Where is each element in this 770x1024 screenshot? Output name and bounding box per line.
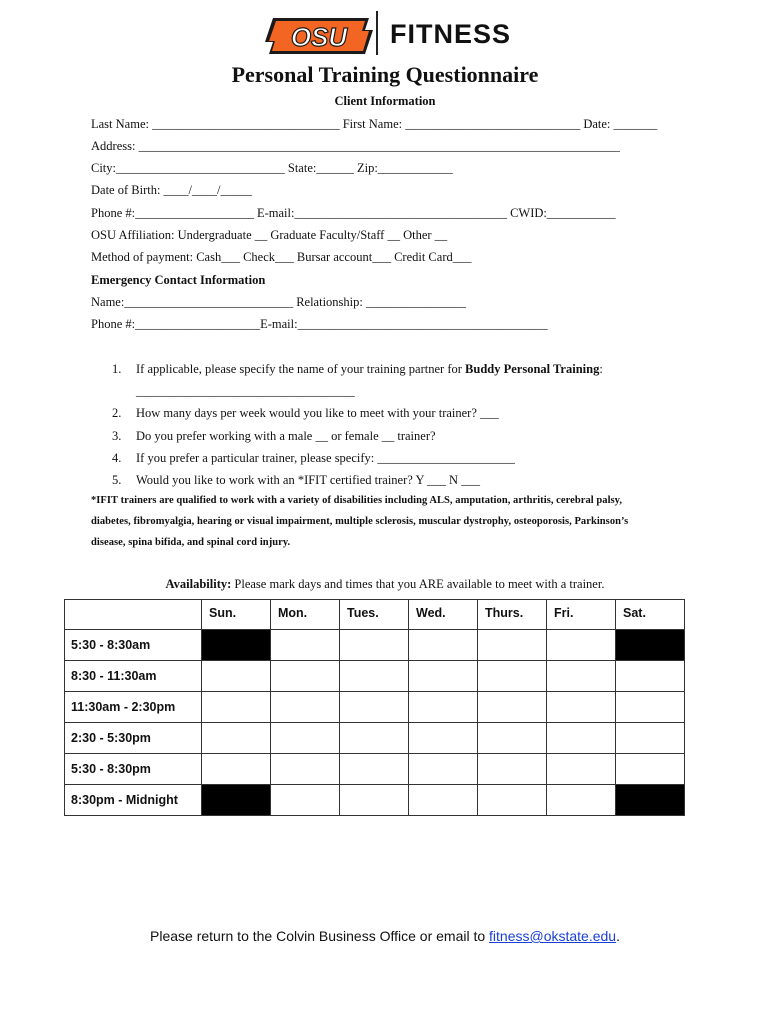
question-text-1: If applicable, please specify the name of your training partner for Buddy Personal Training:: [136, 362, 603, 376]
table-row: [65, 661, 685, 692]
availability-cell[interactable]: [409, 661, 478, 692]
availability-cell[interactable]: [271, 692, 340, 723]
availability-cell[interactable]: [340, 754, 409, 785]
day-header: Wed.: [409, 600, 478, 630]
table-row: [65, 692, 685, 723]
availability-cell[interactable]: [340, 723, 409, 754]
question-text-3[interactable]: Do you prefer working with a male __ or female __ trainer?: [136, 429, 436, 443]
table-corner-cell: [65, 600, 202, 630]
availability-cell[interactable]: [202, 661, 271, 692]
day-header: Thurs.: [478, 600, 547, 630]
availability-cell[interactable]: [616, 754, 685, 785]
buddy-name-blank[interactable]: ___________________________________: [136, 384, 355, 398]
question-text-4[interactable]: If you prefer a particular trainer, please specify: ______________________: [136, 451, 515, 465]
form-line-city[interactable]: City:___________________________ State:______ Zip:____________: [91, 161, 453, 175]
brand-word: FITNESS: [390, 19, 512, 49]
day-header: Tues.: [340, 600, 409, 630]
ifit-note-line: diabetes, fibromyalgia, hearing or visual impairment, multiple sclerosis, muscular dystrophy, osteoporosis, Parkinson’s: [91, 516, 629, 527]
time-slot-label: 5:30 - 8:30am: [65, 630, 202, 661]
availability-cell[interactable]: [616, 723, 685, 754]
form-line-phone[interactable]: Phone #:___________________ E-mail:__________________________________ CWID:___________: [91, 206, 616, 220]
ifit-note-line: disease, spina bifida, and spinal cord injury.: [91, 537, 291, 548]
unavailable-cell: [616, 785, 685, 816]
day-header: Fri.: [547, 600, 616, 630]
availability-cell[interactable]: [478, 692, 547, 723]
availability-cell[interactable]: [616, 661, 685, 692]
ifit-note-line: *IFIT trainers are qualified to work with a variety of disabilities including ALS, amputation, arthritis, cerebral palsy,: [91, 495, 623, 506]
availability-cell[interactable]: [409, 723, 478, 754]
availability-cell[interactable]: [547, 785, 616, 816]
availability-cell[interactable]: [340, 785, 409, 816]
availability-cell[interactable]: [202, 692, 271, 723]
page-title: Personal Training Questionnaire: [231, 62, 539, 87]
table-row: [65, 630, 685, 661]
availability-cell[interactable]: [409, 692, 478, 723]
time-slot-label: 11:30am - 2:30pm: [65, 692, 202, 723]
emergency-section-heading: Emergency Contact Information: [91, 273, 266, 287]
availability-cell[interactable]: [202, 723, 271, 754]
table-row: [65, 723, 685, 754]
unavailable-cell: [202, 630, 271, 661]
logo-text: OSU: [290, 22, 348, 52]
availability-table: [64, 599, 685, 816]
day-header: Sun.: [202, 600, 271, 630]
availability-cell[interactable]: [547, 630, 616, 661]
question-text-5[interactable]: Would you like to work with an *IFIT certified trainer? Y ___ N ___: [136, 473, 480, 487]
availability-cell[interactable]: [478, 630, 547, 661]
unavailable-cell: [202, 785, 271, 816]
availability-cell[interactable]: [478, 754, 547, 785]
day-header: Sat.: [616, 600, 685, 630]
availability-cell[interactable]: [271, 785, 340, 816]
availability-cell[interactable]: [409, 754, 478, 785]
availability-cell[interactable]: [478, 661, 547, 692]
availability-cell[interactable]: [271, 754, 340, 785]
table-row: [65, 785, 685, 816]
availability-cell[interactable]: [478, 785, 547, 816]
footer-note: Please return to the Colvin Business Office or email to fitness@okstate.edu.: [150, 928, 620, 944]
unavailable-cell: [616, 630, 685, 661]
emergency-line-phone[interactable]: Phone #:____________________E-mail:________________________________________: [91, 317, 548, 331]
day-header: Mon.: [271, 600, 340, 630]
question-number: 3.: [112, 429, 122, 443]
osu-logo-icon: [265, 14, 375, 58]
form-line-payment[interactable]: Method of payment: Cash___ Check___ Bursar account___ Credit Card___: [91, 250, 472, 264]
availability-cell[interactable]: [616, 692, 685, 723]
availability-cell[interactable]: [547, 723, 616, 754]
question-number: 2.: [112, 406, 122, 420]
table-header-row: [65, 600, 685, 630]
availability-cell[interactable]: [271, 661, 340, 692]
email-link[interactable]: fitness@okstate.edu: [489, 928, 617, 944]
availability-cell[interactable]: [202, 754, 271, 785]
time-slot-label: 5:30 - 8:30pm: [65, 754, 202, 785]
question-text-2[interactable]: How many days per week would you like to meet with your trainer? ___: [136, 406, 499, 420]
table-row: [65, 754, 685, 785]
availability-cell[interactable]: [409, 630, 478, 661]
question-number: 5.: [112, 473, 122, 487]
time-slot-label: 8:30pm - Midnight: [65, 785, 202, 816]
availability-cell[interactable]: [409, 785, 478, 816]
availability-instructions: Availability: Please mark days and times that you ARE available to meet with a trainer.: [165, 577, 605, 591]
availability-cell[interactable]: [547, 661, 616, 692]
time-slot-label: 2:30 - 5:30pm: [65, 723, 202, 754]
form-line-affiliation[interactable]: OSU Affiliation: Undergraduate __ Graduate Faculty/Staff __ Other __: [91, 228, 448, 242]
availability-cell[interactable]: [340, 661, 409, 692]
availability-cell[interactable]: [340, 630, 409, 661]
form-line-name[interactable]: Last Name: ______________________________ First Name: ____________________________ Date: _______: [91, 117, 658, 131]
question-number: 4.: [112, 451, 122, 465]
availability-cell[interactable]: [271, 630, 340, 661]
availability-cell[interactable]: [547, 754, 616, 785]
question-number: 1.: [112, 362, 122, 376]
emergency-line-name[interactable]: Name:___________________________ Relationship: ________________: [91, 295, 466, 309]
form-line-dob[interactable]: Date of Birth: ____/____/_____: [91, 183, 252, 197]
client-section-heading: Client Information: [334, 94, 436, 108]
logo-divider: [376, 11, 378, 55]
availability-cell[interactable]: [547, 692, 616, 723]
availability-cell[interactable]: [340, 692, 409, 723]
availability-cell[interactable]: [271, 723, 340, 754]
time-slot-label: 8:30 - 11:30am: [65, 661, 202, 692]
form-line-address[interactable]: Address: _____________________________________________________________________________: [91, 139, 620, 153]
availability-cell[interactable]: [478, 723, 547, 754]
